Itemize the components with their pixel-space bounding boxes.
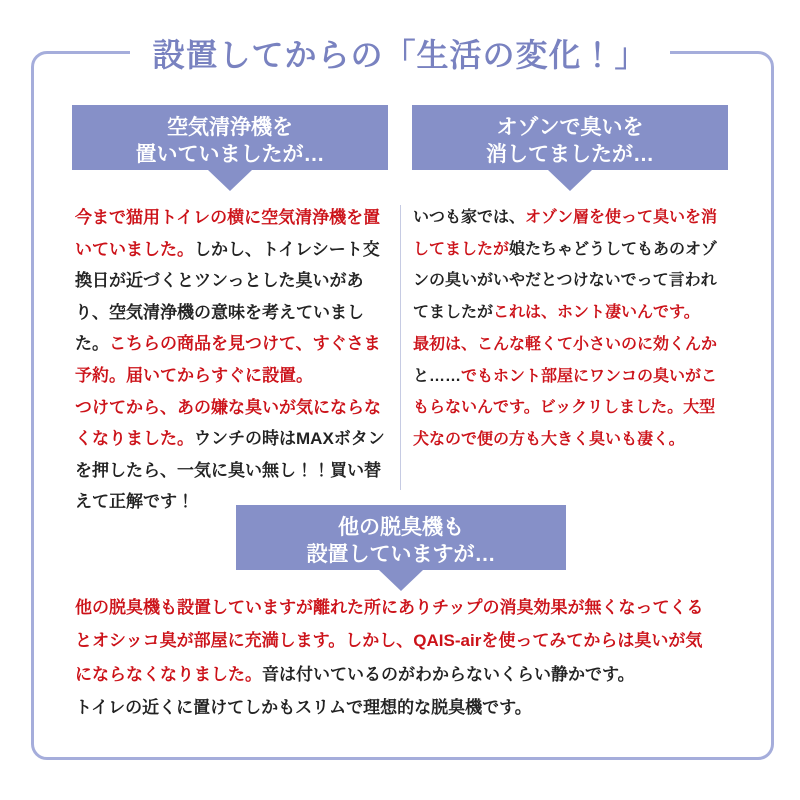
plain-text: ンの臭いがいやだとつけないでって言われ: [413, 272, 717, 290]
review-text-line: [413, 361, 717, 393]
review-text-line: [75, 202, 385, 234]
left-review-heading-line-2: 置いていましたが…: [135, 143, 325, 166]
page-title-container: [0, 33, 800, 77]
right-review-text: [413, 202, 717, 456]
bottom-review-heading-line-1: 他の脱臭機も: [338, 516, 464, 539]
review-text-line: [75, 328, 385, 360]
plain-text: 換日が近づくとツンっとした臭いがあ: [75, 271, 364, 291]
review-text-line: [75, 265, 385, 297]
bottom-review-text: [75, 591, 704, 725]
emphasized-text: でもホント部屋にワンコの臭いがこ: [461, 367, 718, 385]
review-text-line: [413, 424, 717, 456]
review-text-line: [75, 392, 385, 424]
plain-text: を押したら、一気に臭い無し！！買い替: [75, 460, 381, 480]
review-text-line: [75, 455, 385, 487]
down-arrow-icon: [379, 570, 423, 591]
left-review-heading-line-1: 空気清浄機を: [167, 116, 293, 139]
page-title: 設置してからの「生活の変化！」: [130, 33, 669, 77]
emphasized-text: オゾン層を使って臭いを消: [525, 209, 718, 226]
emphasized-text: くなりました。: [75, 429, 194, 449]
emphasized-text: 犬なので便の方も大きく臭いも凄く。: [413, 430, 685, 448]
left-review-heading-banner: [72, 105, 388, 170]
emphasized-text: とオシッコ臭が部屋に充満します。しかし、QAIS-airを使ってみてからは臭いが気: [75, 631, 703, 651]
plain-text: 音は付いているのがわからないくらい静かです。: [262, 664, 635, 684]
right-review-heading-line-1: オゾンで臭いを: [496, 116, 644, 139]
plain-text: り、空気清浄機の意味を考えていまし: [75, 302, 364, 322]
right-review-heading-line-2: 消してましたが…: [486, 143, 654, 166]
right-review-heading-banner: [412, 105, 728, 170]
emphasized-text: 今まで猫用トイレの横に空気清浄機を置: [75, 208, 381, 227]
emphasized-text: これは、ホント凄いんです。: [493, 304, 700, 322]
emphasized-text: 他の脱臭機も設置していますが離れた所にありチップの消臭効果が無くなってくる: [75, 598, 704, 617]
review-text-line: [75, 297, 385, 329]
plain-text: えて正解です！: [75, 492, 194, 512]
emphasized-text: いていました。: [75, 239, 194, 259]
plain-text: いつも家では、: [413, 209, 526, 226]
bottom-review-heading-banner: [236, 505, 566, 570]
plain-text: 娘たちゃどうしてもあのオゾ: [509, 240, 718, 258]
plain-text: た。: [75, 334, 109, 354]
review-text-line: [75, 234, 385, 266]
review-text-line: [75, 691, 704, 724]
review-text-line: [413, 297, 717, 329]
plain-text: と……: [413, 367, 462, 385]
emphasized-text: 予約。届いてからすぐに設置。: [75, 365, 313, 385]
emphasized-text: 最初は、こんな軽くて小さいのに効くんか: [413, 335, 718, 353]
review-text-line: [413, 234, 717, 266]
plain-text: ウンチの時はMAXボタン: [194, 429, 385, 449]
emphasized-text: つけてから、あの嫌な臭いが気にならな: [75, 397, 381, 417]
review-text-line: [413, 329, 717, 361]
review-text-line: [75, 360, 385, 392]
review-text-line: [75, 591, 704, 624]
bottom-review-heading-line-2: 設置していますが…: [306, 543, 496, 566]
review-text-line: [75, 624, 704, 657]
emphasized-text: してましたが: [413, 240, 510, 258]
column-divider: [400, 205, 401, 490]
plain-text: しかし、トイレシート交: [194, 239, 380, 259]
emphasized-text: にならなくなりました。: [75, 664, 262, 684]
emphasized-text: こちらの商品を見つけて、すぐさま: [109, 334, 381, 354]
plain-text: てましたが: [413, 304, 494, 322]
review-text-line: [413, 265, 717, 297]
review-text-line: [413, 392, 717, 424]
down-arrow-icon: [208, 170, 252, 191]
left-review-text: [75, 202, 385, 518]
emphasized-text: もらないんです。ビックリしました。大型: [413, 399, 716, 417]
plain-text: トイレの近くに置けてしかもスリムで理想的な脱臭機です。: [75, 698, 532, 718]
review-text-line: [413, 202, 717, 234]
down-arrow-icon: [548, 170, 592, 191]
review-text-line: [75, 658, 704, 691]
review-text-line: [75, 423, 385, 455]
